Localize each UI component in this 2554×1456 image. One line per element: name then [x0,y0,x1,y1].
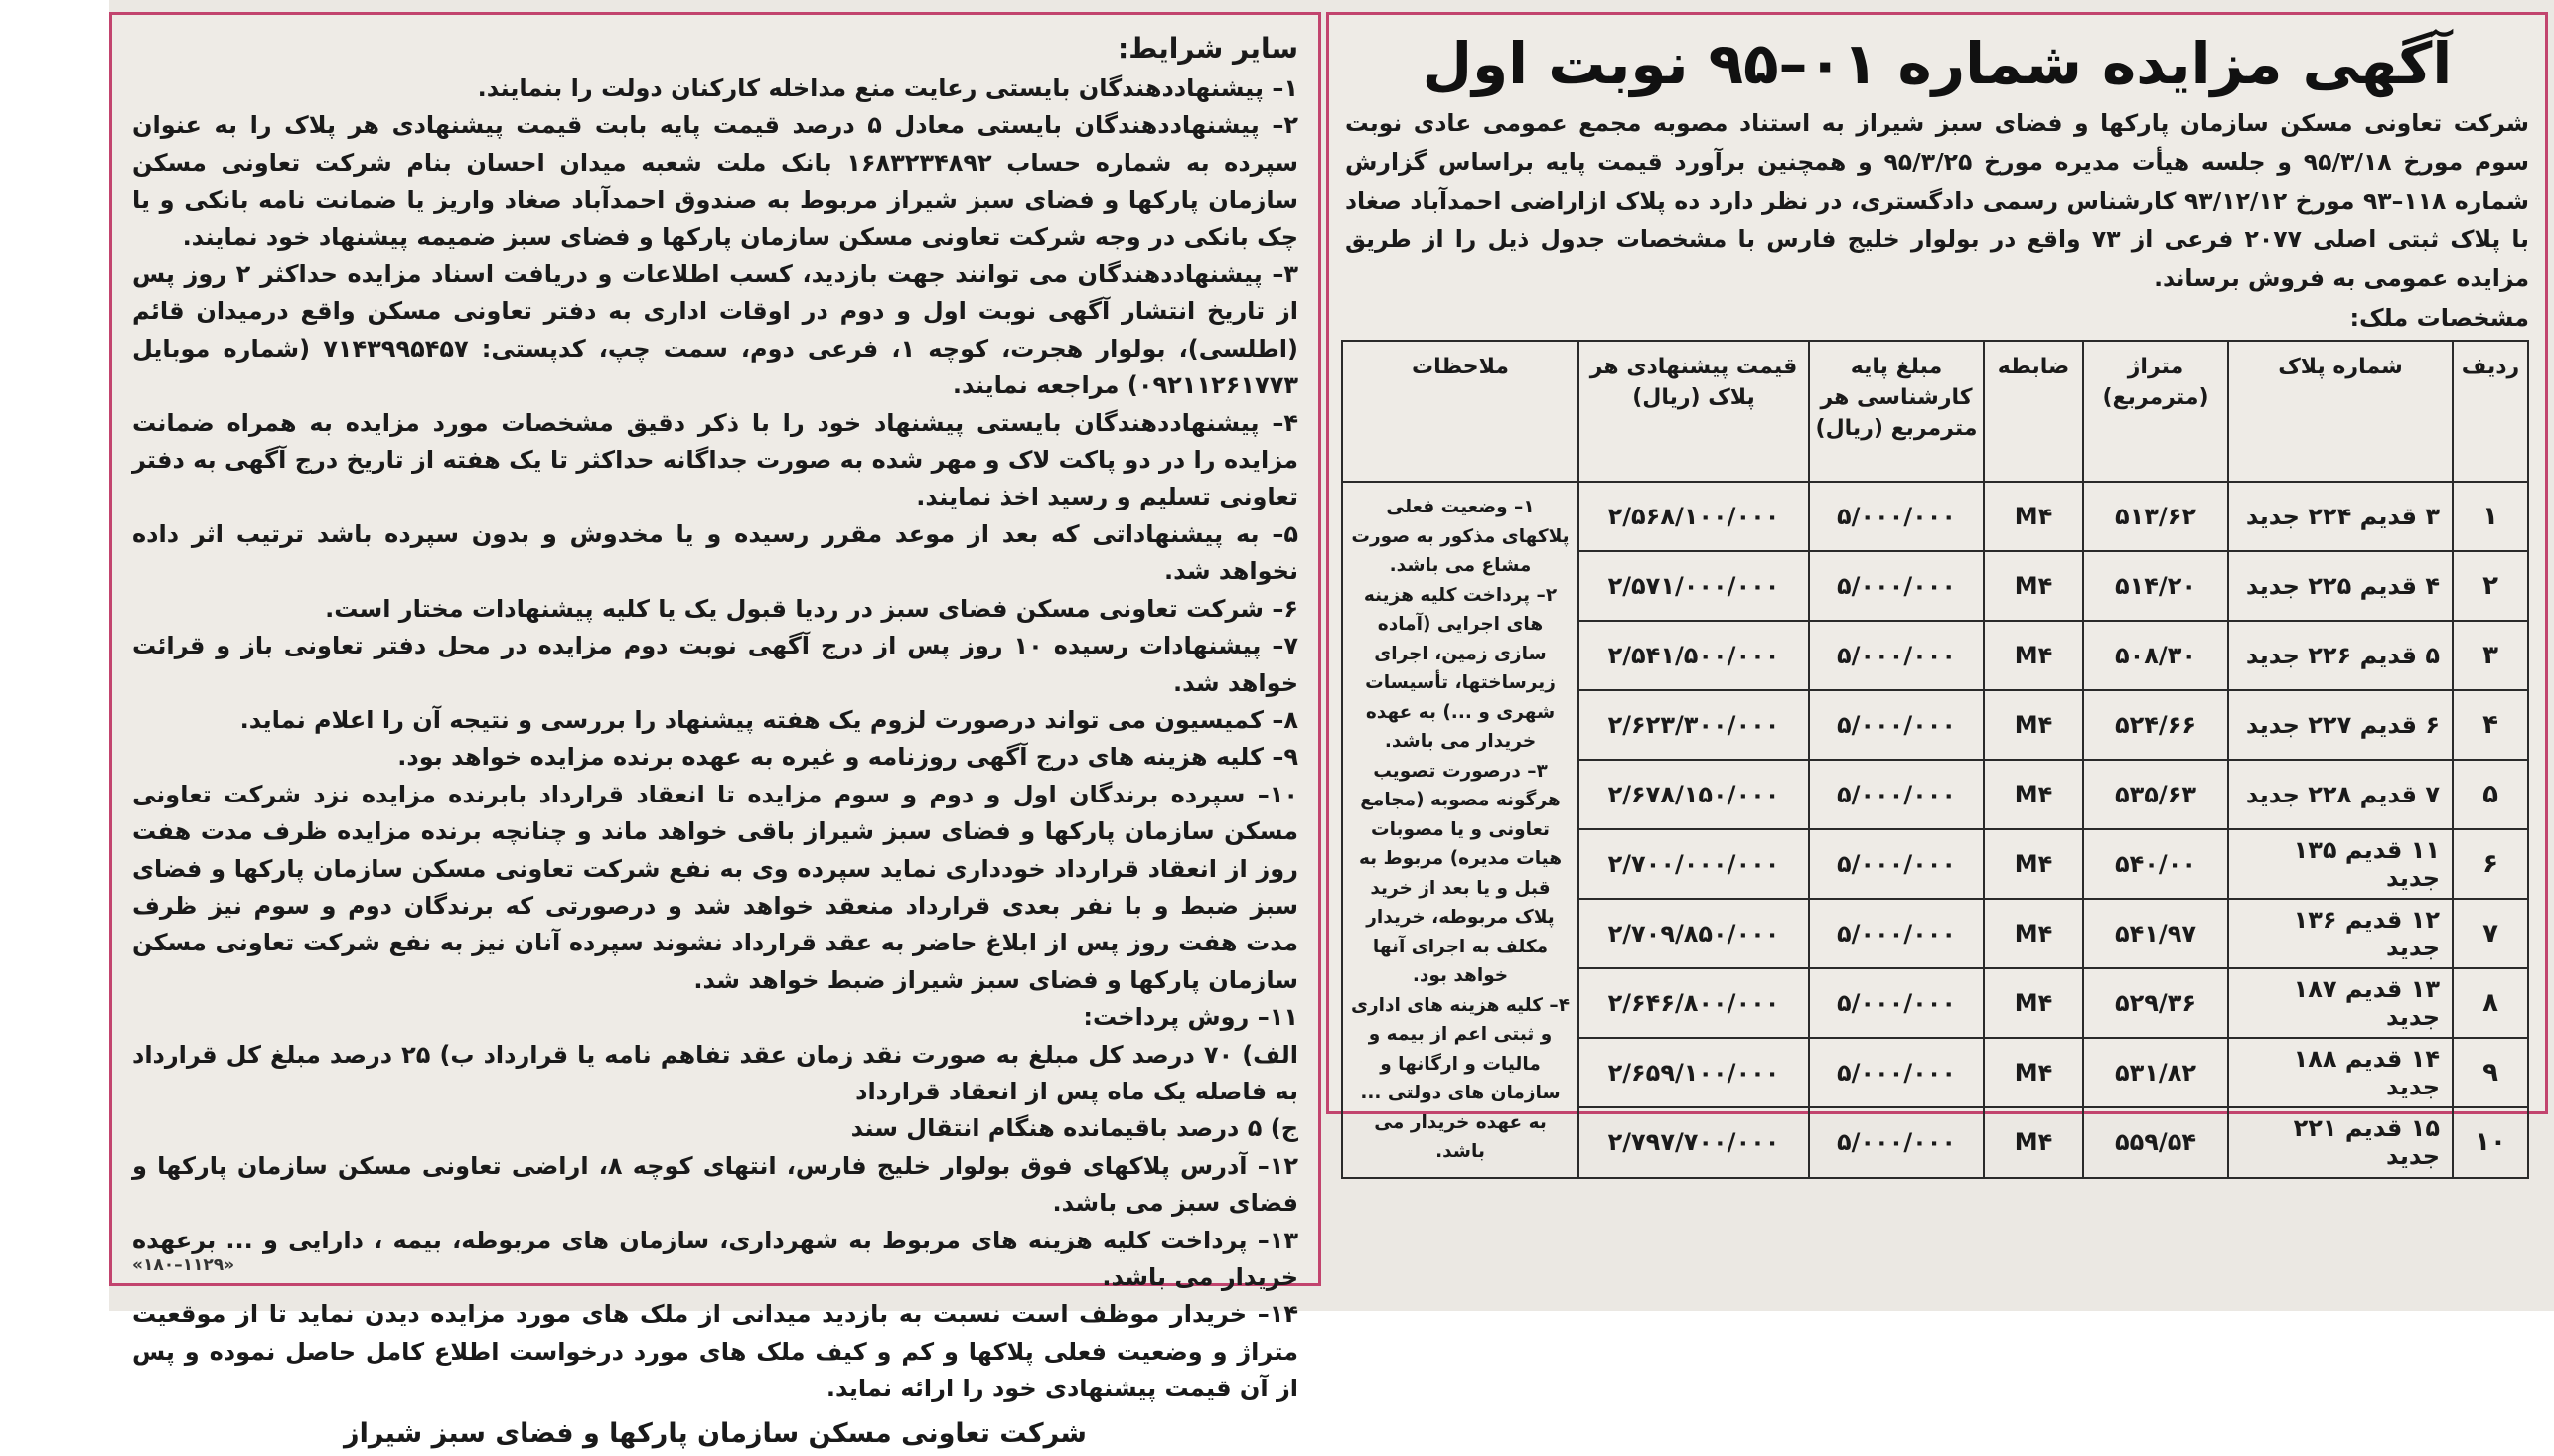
conditions-panel [109,12,1321,1449]
note-3: ۳– درصورت تصویب هرگونه مصوبه (مجامع تعاونی و یا مصوبات هیات مدیره) مربوط به قبل و یا بعد از خرید پلاک مربوطه، خریدار مکلف به اجرای آنها خواهد بود. [1358,760,1563,986]
cell-area: ۵۴۱/۹۷ [2083,899,2228,968]
cell-offer-price: ۲/۷۰۹/۸۵۰/۰۰۰ [1578,899,1809,968]
cell-zoning: M۴ [1984,1107,2083,1177]
cell-zoning: M۴ [1984,1038,2083,1107]
cell-row-number: ۶ [2453,829,2528,899]
header-row-number: ردیف [2453,341,2528,482]
cell-area: ۵۰۸/۳۰ [2083,621,2228,690]
header-plate: شماره پلاک [2228,341,2453,482]
property-table [1341,340,2529,1179]
cell-plate: ۷ قدیم ۲۲۸ جدید [2228,760,2453,829]
cell-zoning: M۴ [1984,968,2083,1038]
cell-row-number: ۷ [2453,899,2528,968]
condition-item: ۹– کلیه هزینه های درج آگهی روزنامه و غیره به عهده برنده مزایده خواهد بود. [397,743,1298,772]
cell-zoning: M۴ [1984,551,2083,621]
condition-item: ۱۳– پرداخت کلیه هزینه های مربوط به شهرداری، سازمان های مربوطه، بیمه ، دارایی و ... برعهده خریدار می باشد. [132,1226,1298,1291]
table-header-row [1342,341,2528,482]
cell-zoning: M۴ [1984,482,2083,551]
cell-base-price: ۵/۰۰۰/۰۰۰ [1809,621,1984,690]
cell-row-number: ۵ [2453,760,2528,829]
auction-title: آگهی مزایده شماره ۰۱–۹۵ نوبت اول [1422,30,2453,97]
condition-item: ۳– پیشنهاددهندگان می توانند جهت بازدید، کسب اطلاعات و دریافت اسناد مزایده حداکثر ۲ روز پس از تاریخ انتشار آگهی نوبت اول و دوم در اوقات اداری به دفتر تعاونی مسکن واقع درمیدان قائم (اطلسی)، بولوار هجرت، کوچه ۱، فرعی دوم، سمت چپ، کدپستی: ۷۱۴۳۹۹۵۴۵۷ (شماره موبایل ۰۹۲۱۱۲۶۱۷۷۳) مراجعه نمایند. [132,260,1298,400]
cell-area: ۵۱۴/۲۰ [2083,551,2228,621]
cell-plate: ۱۲ قدیم ۱۳۶ جدید [2228,899,2453,968]
table-row [1342,482,2528,551]
cell-plate: ۱۱ قدیم ۱۳۵ جدید [2228,829,2453,899]
cell-base-price: ۵/۰۰۰/۰۰۰ [1809,690,1984,760]
condition-item: ۷– پیشنهادات رسیده ۱۰ روز پس از درج آگهی نوبت دوم مزایده در محل دفتر تعاونی باز و قرائت خواهد شد. [132,632,1298,697]
condition-item: ۲– پیشنهاددهندگان بایستی معادل ۵ درصد قیمت پایه بابت قیمت پیشنهادی هر پلاک را به عنوان سپرده به شماره حساب ۱۶۸۳۲۳۴۸۹۲ بانک ملت شعبه میدان احسان بنام شرکت تعاونی مسکن سازمان پارکها و فضای سبز شیراز مربوط به صندوق احمدآباد صغاد واریز یا ضمانت نامه بانکی و یا چک بانکی در وجه شرکت تعاونی مسکن سازمان پارکها و فضای سبز ضمیمه پیشنهاد خود نمایند. [132,111,1298,251]
cell-plate: ۱۵ قدیم ۲۲۱ جدید [2228,1107,2453,1177]
cell-plate: ۶ قدیم ۲۲۷ جدید [2228,690,2453,760]
signature: شرکت تعاونی مسکن سازمان پارکها و فضای سبز شیراز [344,1417,1087,1449]
ad-code: «۱۸۰–۱۱۲۹» [132,1255,235,1275]
cell-plate: ۱۴ قدیم ۱۸۸ جدید [2228,1038,2453,1107]
condition-item: ۱۱– روش پرداخت: [1083,1003,1298,1032]
cell-zoning: M۴ [1984,760,2083,829]
header-offer-price: قیمت پیشنهادی هر پلاک (ریال) [1578,341,1809,482]
cell-row-number: ۴ [2453,690,2528,760]
cell-row-number: ۸ [2453,968,2528,1038]
header-base-price: مبلغ پایه کارشناسی هر مترمربع (ریال) [1809,341,1984,482]
note-2: ۲– پرداخت کلیه هزینه های اجرایی (آماده سازی زمین، اجرای زیرساختها، تأسیسات شهری و ...) به عهده خریدار می باشد. [1363,584,1558,752]
condition-item: ج) ۵ درصد باقیمانده هنگام انتقال سند [850,1114,1298,1143]
cell-area: ۵۳۱/۸۲ [2083,1038,2228,1107]
header-area: متراژ (مترمربع) [2083,341,2228,482]
cell-offer-price: ۲/۵۶۸/۱۰۰/۰۰۰ [1578,482,1809,551]
cell-base-price: ۵/۰۰۰/۰۰۰ [1809,899,1984,968]
cell-base-price: ۵/۰۰۰/۰۰۰ [1809,968,1984,1038]
cell-row-number: ۹ [2453,1038,2528,1107]
condition-item: ۱۰– سپرده برندگان اول و دوم و سوم مزایده تا انعقاد قرارداد بابرنده مزایده نزد شرکت تعاونی مسکن سازمان پارکها و فضای سبز شیراز باقی خواهد ماند و چنانچه برنده مزایده ظرف مدت هفت روز از انعقاد قرارداد خودداری نماید سپرده وی به نفع شرکت تعاونی مسکن سازمان پارکها و فضای سبز ضبط و با نفر بعدی قرارداد منعقد خواهد شد و درصورتی که برندگان دوم و سوم نیز ظرف مدت هفت روز پس از ابلاغ حاضر به عقد قرارداد نشوند سپرده آنان نیز به نفع شرکت تعاونی مسکن سازمان پارکها و فضای سبز شیراز ضبط خواهد شد. [132,780,1298,994]
cell-row-number: ۳ [2453,621,2528,690]
condition-item: ۱– پیشنهاددهندگان بایستی رعایت منع مداخله کارکنان دولت را بنمایند. [477,74,1298,102]
cell-base-price: ۵/۰۰۰/۰۰۰ [1809,760,1984,829]
condition-item: ۴– پیشنهاددهندگان بایستی پیشنهاد خود را با ذکر دقیق مشخصات مورد مزایده به همراه ضمانت مزایده را در دو پاکت لاک و مهر شده به صورت جداگانه حداکثر تا یک هفته از تاریخ درج آگهی به دفتر تعاونی تسلیم و رسید اخذ نمایند. [132,408,1298,511]
condition-item: ۸– کمیسیون می تواند درصورت لزوم یک هفته پیشنهاد را بررسی و نتیجه آن را اعلام نماید. [239,705,1298,734]
cell-offer-price: ۲/۶۷۸/۱۵۰/۰۰۰ [1578,760,1809,829]
cell-area: ۵۳۵/۶۳ [2083,760,2228,829]
auction-intro: شرکت تعاونی مسکن سازمان پارکها و فضای سبز شیراز به استناد مصوبه مجمع عمومی عادی نوبت سوم مورخ ۹۵/۳/۱۸ و جلسه هیأت مدیره مورخ ۹۵/۳/۲۵ و همچنین برآورد قیمت پایه براساس گزارش شماره ۱۱۸–۹۳ مورخ ۹۳/۱۲/۱۲ کارشناس رسمی دادگستری، در نظر دارد ده پلاک ازاراضی احمدآباد صغاد با پلاک ثبتی اصلی ۲۰۷۷ فرعی از ۷۳ واقع در بولوار خلیج فارس با مشخصات جدول ذیل را از طریق مزایده عمومی به فروش برساند. [1345,109,2529,292]
header-notes: ملاحظات [1342,341,1578,482]
cell-offer-price: ۲/۶۵۹/۱۰۰/۰۰۰ [1578,1038,1809,1107]
cell-area: ۵۵۹/۵۴ [2083,1107,2228,1177]
cell-base-price: ۵/۰۰۰/۰۰۰ [1809,1038,1984,1107]
cell-area: ۵۱۳/۶۲ [2083,482,2228,551]
auction-notice-panel [1326,12,2548,1171]
header-zoning: ضابطه [1984,341,2083,482]
cell-area: ۵۲۴/۶۶ [2083,690,2228,760]
cell-row-number: ۱۰ [2453,1107,2528,1177]
cell-base-price: ۵/۰۰۰/۰۰۰ [1809,1107,1984,1177]
cell-plate: ۱۳ قدیم ۱۸۷ جدید [2228,968,2453,1038]
spec-heading: مشخصات ملک: [2349,304,2529,332]
cell-area: ۵۴۰/۰۰ [2083,829,2228,899]
cell-offer-price: ۲/۷۹۷/۷۰۰/۰۰۰ [1578,1107,1809,1177]
cell-zoning: M۴ [1984,621,2083,690]
cell-row-number: ۲ [2453,551,2528,621]
cell-plate: ۵ قدیم ۲۲۶ جدید [2228,621,2453,690]
cell-offer-price: ۲/۷۰۰/۰۰۰/۰۰۰ [1578,829,1809,899]
cell-offer-price: ۲/۶۲۳/۳۰۰/۰۰۰ [1578,690,1809,760]
condition-item: ۵– به پیشنهاداتی که بعد از موعد مقرر رسیده و یا مخدوش و بدون سپرده باشد ترتیب اثر داده نخواهد شد. [132,519,1298,586]
cell-row-number: ۱ [2453,482,2528,551]
cell-base-price: ۵/۰۰۰/۰۰۰ [1809,551,1984,621]
cell-offer-price: ۲/۵۴۱/۵۰۰/۰۰۰ [1578,621,1809,690]
cell-zoning: M۴ [1984,899,2083,968]
conditions-title: سایر شرایط: [1118,32,1298,65]
cell-plate: ۴ قدیم ۲۲۵ جدید [2228,551,2453,621]
note-1: ۱– وضعیت فعلی پلاکهای مذکور به صورت مشاع می باشد. [1351,497,1570,576]
condition-item: ۱۲– آدرس پلاکهای فوق بولوار خلیج فارس، انتهای کوچه ۸، اراضی تعاونی مسکن سازمان پارکها و فضای سبز می باشد. [132,1151,1298,1218]
condition-item: الف) ۷۰ درصد کل مبلغ به صورت نقد زمان عقد تفاهم نامه یا قرارداد ب) ۲۵ درصد مبلغ کل قرارداد به فاصله یک ماه پس از انعقاد قرارداد [132,1040,1298,1105]
cell-offer-price: ۲/۵۷۱/۰۰۰/۰۰۰ [1578,551,1809,621]
cell-offer-price: ۲/۶۴۶/۸۰۰/۰۰۰ [1578,968,1809,1038]
cell-zoning: M۴ [1984,829,2083,899]
notes-cell [1342,482,1578,1178]
cell-plate: ۳ قدیم ۲۲۴ جدید [2228,482,2453,551]
condition-item: ۱۴– خریدار موظف است نسبت به بازدید میدانی از ملک های مورد مزایده دیدن نماید تا از موقعیت متراژ و وضعیت فعلی پلاکها و کم و کیف ملک های مورد درخواست اطلاع کامل حاصل نموده و پس از آن قیمت پیشنهادی خود را ارائه نماید. [132,1300,1298,1403]
cell-zoning: M۴ [1984,690,2083,760]
condition-item: ۶– شرکت تعاونی مسکن فضای سبز در ردیا قبول یک یا کلیه پیشنهادات مختار است. [325,594,1298,623]
note-4: ۴– کلیه هزینه های اداری و ثبتی اعم از بیمه و مالیات و ارگانها و سازمان های دولتی ... به عهده خریدار می باشد. [1351,994,1570,1162]
cell-base-price: ۵/۰۰۰/۰۰۰ [1809,829,1984,899]
cell-base-price: ۵/۰۰۰/۰۰۰ [1809,482,1984,551]
cell-area: ۵۲۹/۳۶ [2083,968,2228,1038]
